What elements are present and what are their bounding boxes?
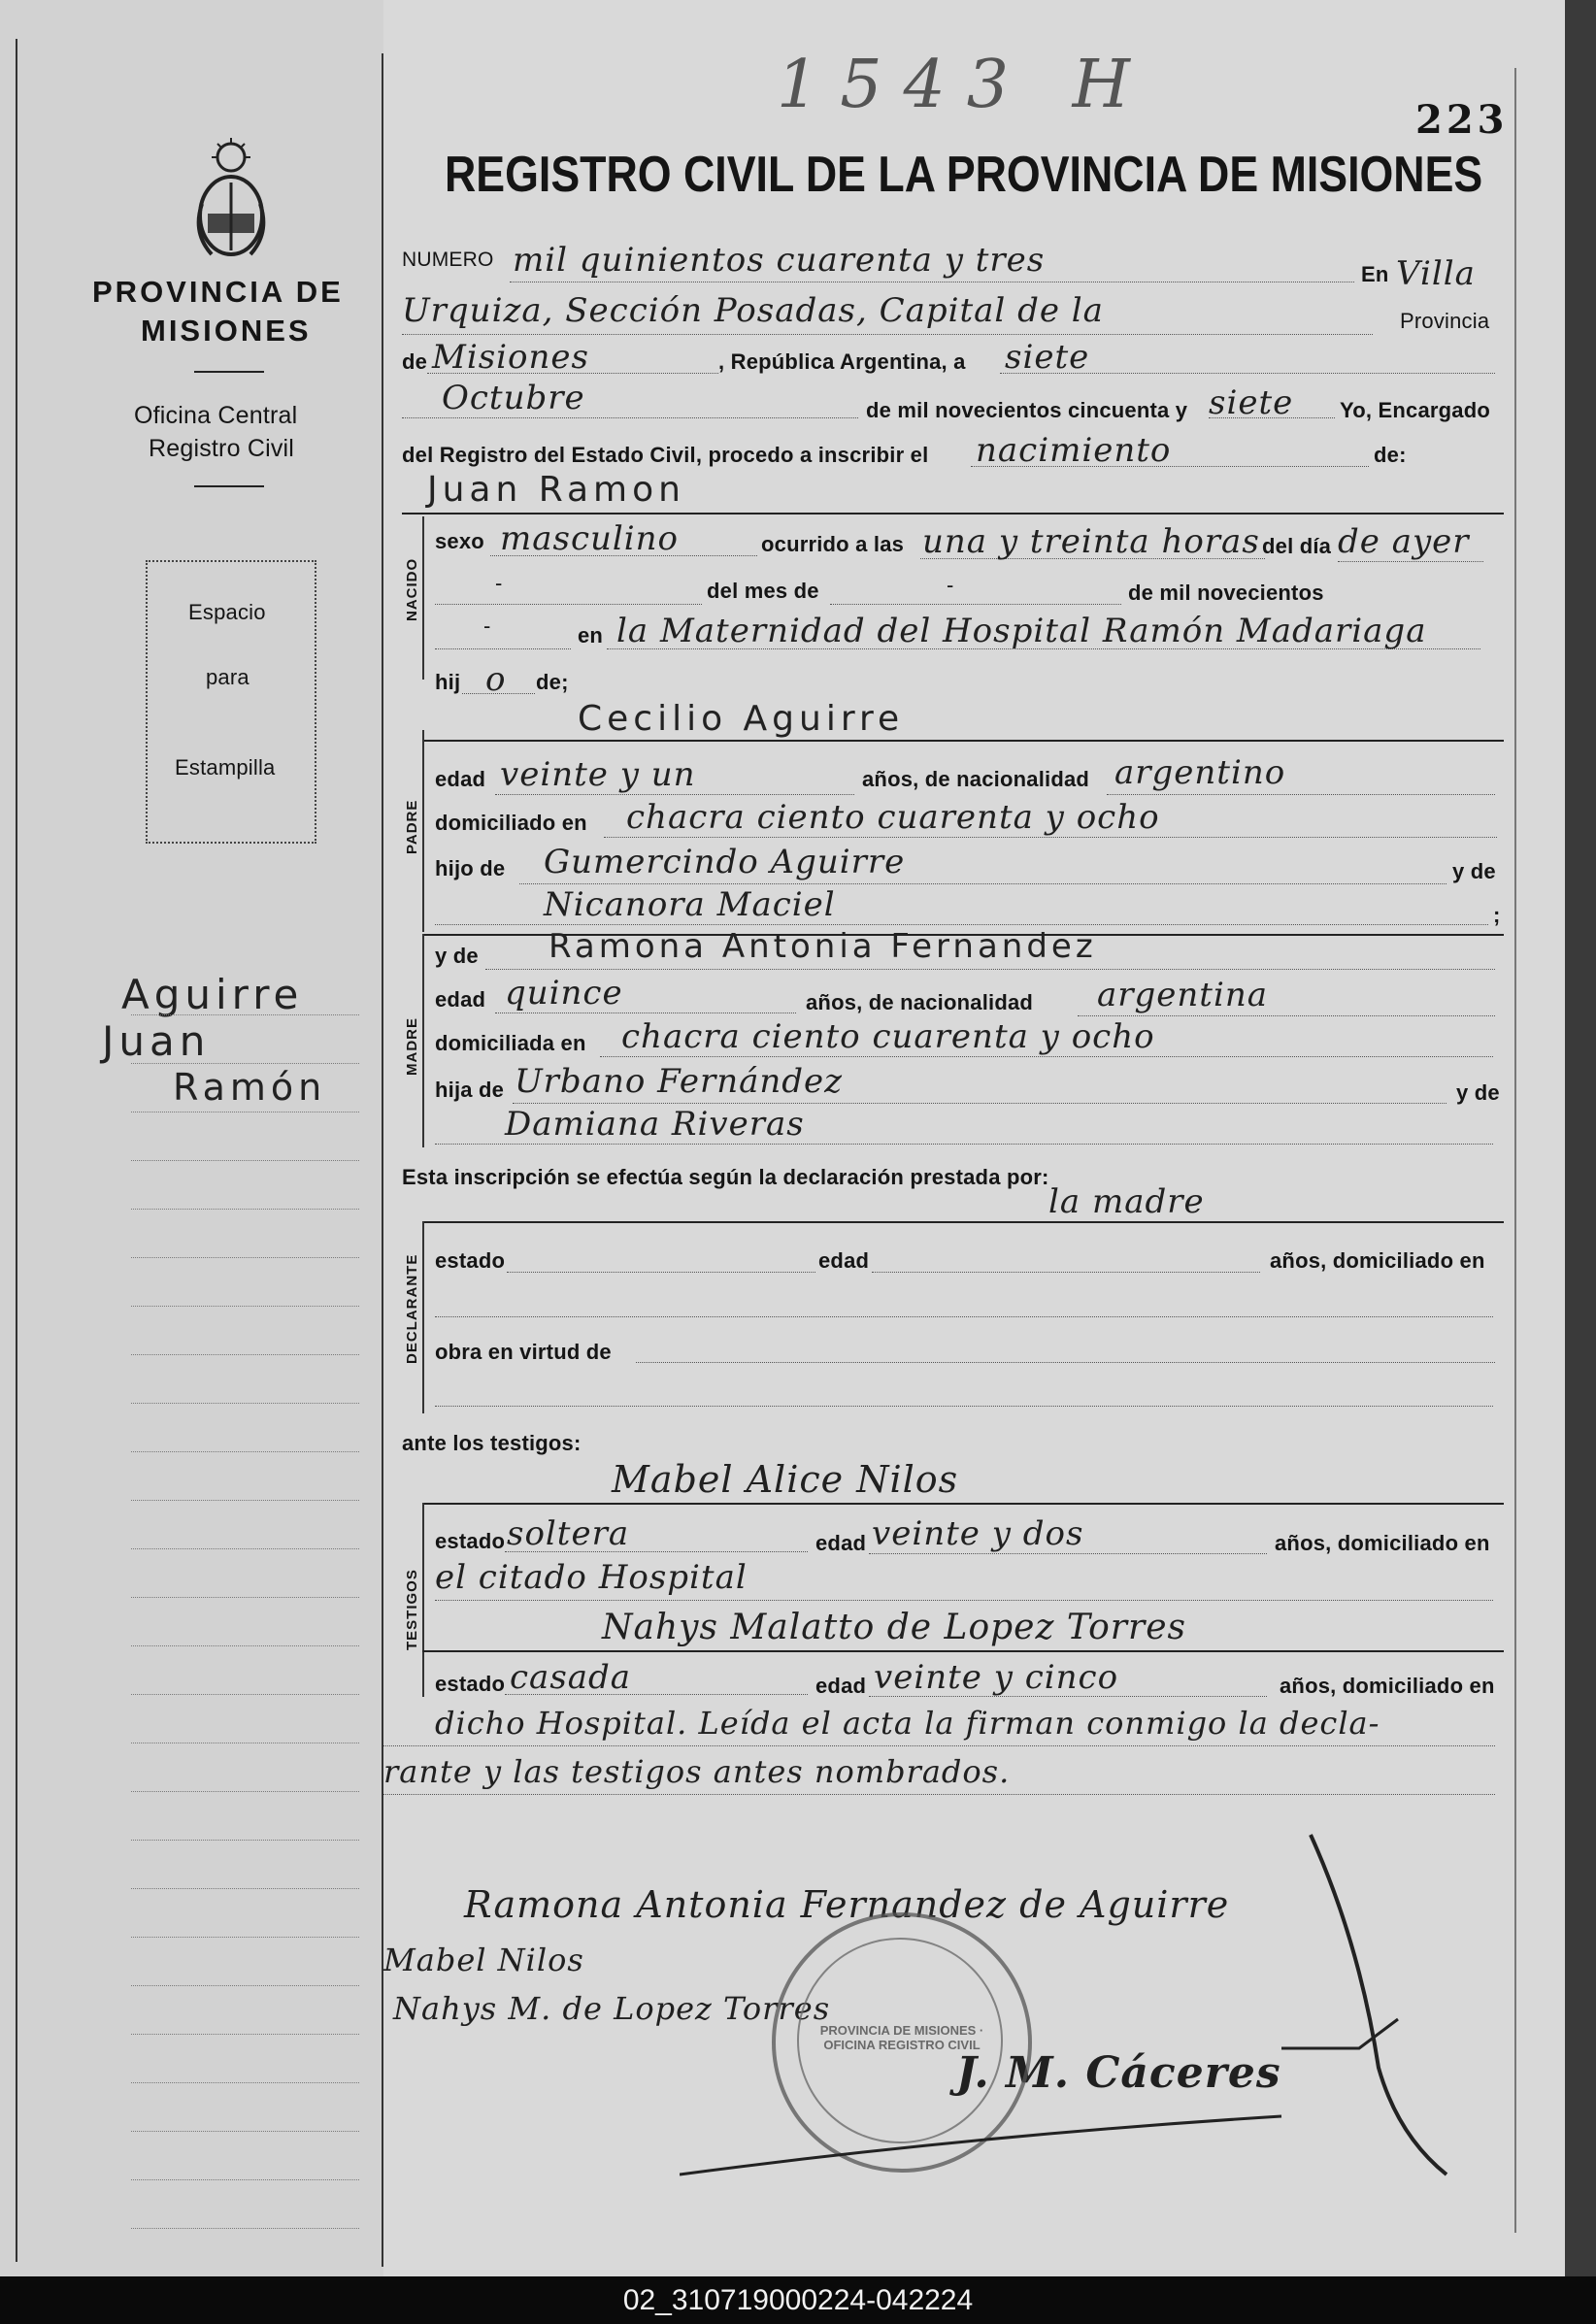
rule: [402, 513, 1504, 515]
section-bar: [422, 730, 424, 932]
footer-bar: [0, 2276, 1596, 2324]
value-t1-edad: veinte y dos: [872, 1514, 1084, 1553]
value-testigo2: Nahys Malatto de Lopez Torres: [602, 1608, 1186, 1647]
margin-name-surname: Aguirre: [121, 971, 304, 1018]
side-label-padre: PADRE: [404, 799, 420, 854]
section-bar: [422, 934, 424, 1147]
value-dia: siete: [1005, 338, 1090, 377]
label-de: de: [402, 349, 428, 374]
value-madre-padre: Urbano Fernández: [515, 1062, 844, 1101]
value-madre-dom: chacra ciento cuarenta y ocho: [621, 1017, 1155, 1056]
value-padre-nac: argentino: [1114, 753, 1286, 792]
left-border-line: [16, 39, 17, 2262]
side-label-madre: MADRE: [404, 1017, 420, 1076]
value-cierre-2: rante y las testigos antes nombrados.: [383, 1753, 1011, 1790]
signature-testigo1: Mabel Nilos: [383, 1942, 584, 1978]
divider: [194, 485, 264, 487]
dash-3: -: [483, 614, 491, 638]
value-nombre: Juan Ramon: [427, 470, 685, 510]
value-t2-estado: casada: [510, 1658, 632, 1697]
footer-id: 02_310719000224-042224: [622, 2284, 974, 2316]
label-sexo: sexo: [435, 529, 484, 553]
value-padre: Cecilio Aguirre: [578, 699, 905, 739]
label-anos-dom-t2: años, domiciliado en: [1280, 1674, 1495, 1698]
value-testigo1: Mabel Alice Nilos: [612, 1458, 959, 1501]
label-hij: hij: [435, 670, 461, 694]
label-y-de-padre: y de: [1452, 859, 1496, 883]
page-edge: [1565, 0, 1596, 2276]
label-edad-padre: edad: [435, 767, 486, 791]
label-obra: obra en virtud de: [435, 1340, 612, 1364]
label-edad-t1: edad: [815, 1531, 867, 1555]
label-anos-nac-madre: años, de nacionalidad: [806, 990, 1034, 1014]
office-line-1: Oficina Central: [134, 402, 298, 429]
value-numero: mil quinientos cuarenta y tres: [513, 241, 1046, 280]
province-heading: PROVINCIA DE: [92, 275, 344, 309]
signature-encargado: J. M. Cáceres: [956, 2048, 1281, 2098]
divider: [194, 371, 264, 373]
value-hij-letter: o: [485, 660, 507, 699]
label-anos-nac-padre: años, de nacionalidad: [862, 767, 1090, 791]
province-heading-2: MISIONES: [141, 314, 312, 348]
label-estado-t2: estado: [435, 1672, 506, 1696]
value-declarante: la madre: [1048, 1182, 1205, 1221]
label-de-semi: de;: [536, 670, 569, 694]
column-divider-line: [382, 53, 383, 2267]
label-domiciliado-padre: domiciliado en: [435, 811, 587, 835]
label-estado-declarante: estado: [435, 1248, 506, 1273]
label-anos-dom-declarante: años, domiciliado en: [1270, 1248, 1485, 1273]
value-madre-edad: quince: [505, 974, 623, 1013]
stamp-label-3: Estampilla: [175, 755, 276, 780]
side-label-declarante: DECLARANTE: [404, 1253, 420, 1364]
label-ocurrido: ocurrido a las: [761, 532, 905, 556]
label-del-mes: del mes de: [707, 579, 819, 603]
semicolon: ;: [1493, 903, 1501, 927]
seal-text: PROVINCIA DE MISIONES · OFICINA REGISTRO CIVIL: [819, 2023, 984, 2052]
dash-1: -: [495, 571, 503, 595]
label-y-de-madre-2: y de: [1456, 1080, 1500, 1105]
value-lugar-nac: la Maternidad del Hospital Ramón Madariaga: [616, 612, 1427, 650]
signature-madre: Ramona Antonia Fernandez de Aguirre: [464, 1883, 1230, 1926]
value-provincia: Misiones: [432, 338, 589, 377]
value-t1-estado: soltera: [507, 1514, 630, 1553]
folio-number: 1543 H: [777, 47, 1151, 123]
label-de-mil: de mil novecientos cincuenta y: [866, 398, 1188, 422]
label-domiciliada-madre: domiciliada en: [435, 1031, 586, 1055]
stamp-label-2: para: [206, 665, 249, 689]
coat-of-arms-emblem: [183, 136, 280, 262]
label-edad-t2: edad: [815, 1674, 867, 1698]
value-madre-nac: argentina: [1097, 976, 1269, 1014]
label-en: En: [1361, 262, 1389, 286]
label-en-lower: en: [578, 623, 604, 647]
value-t2-edad: veinte y cinco: [874, 1658, 1119, 1697]
label-edad-madre: edad: [435, 987, 486, 1012]
side-label-nacido: NACIDO: [404, 557, 420, 621]
page-title: REGISTRO CIVIL DE LA PROVINCIA DE MISIONES: [445, 147, 1483, 203]
value-padre-padre: Gumercindo Aguirre: [544, 843, 906, 881]
value-lugar: Urquiza, Sección Posadas, Capital de la: [402, 291, 1104, 330]
value-madre: Ramona Antonia Fernandez: [549, 927, 1097, 966]
dash-2: -: [947, 573, 954, 597]
section-bar: [422, 516, 424, 680]
value-dia-nac: de ayer: [1338, 522, 1470, 561]
margin-name-first: Juan: [102, 1017, 211, 1065]
rule: [422, 740, 1504, 742]
page-number: 223: [1415, 97, 1509, 143]
label-estado-t1: estado: [435, 1529, 506, 1553]
label-hija-de: hija de: [435, 1078, 505, 1102]
section-bar: [422, 1221, 424, 1413]
label-anos-dom-t1: años, domiciliado en: [1275, 1531, 1490, 1555]
label-yo: Yo, Encargado: [1340, 398, 1490, 422]
office-line-2: Registro Civil: [149, 435, 295, 462]
value-anio: siete: [1209, 383, 1294, 422]
label-del-dia: del día: [1262, 534, 1332, 558]
value-padre-madre: Nicanora Maciel: [544, 885, 836, 924]
rule: [422, 1503, 1504, 1505]
value-en: Villa: [1396, 254, 1476, 293]
signature-testigo2: Nahys M. de Lopez Torres: [393, 1990, 831, 2027]
label-edad-declarante: edad: [818, 1248, 870, 1273]
label-de-mil-nov: de mil novecientos: [1128, 581, 1324, 605]
label-registro: del Registro del Estado Civil, procedo a inscribir el: [402, 443, 929, 467]
label-republica: , República Argentina, a: [718, 349, 966, 374]
rule: [422, 1650, 1504, 1652]
value-t1-dom: el citado Hospital: [435, 1558, 748, 1597]
value-padre-dom: chacra ciento cuarenta y ocho: [626, 798, 1160, 837]
value-sexo: masculino: [500, 519, 680, 558]
value-padre-edad: veinte y un: [500, 755, 696, 794]
value-mes: Octubre: [442, 379, 585, 417]
value-acto: nacimiento: [976, 431, 1172, 470]
value-madre-madre: Damiana Riveras: [505, 1105, 805, 1144]
margin-name-second: Ramón: [173, 1066, 327, 1109]
value-hora: una y treinta horas: [922, 522, 1260, 561]
rule: [422, 1221, 1504, 1223]
signature-flourish: [680, 1825, 1534, 2194]
label-de-colon: de:: [1374, 443, 1407, 467]
side-label-testigos: TESTIGOS: [404, 1569, 420, 1650]
label-hijo-de: hijo de: [435, 856, 506, 880]
value-cierre-1: dicho Hospital. Leída el acta la firman conmigo la decla-: [435, 1705, 1380, 1742]
section-bar: [422, 1503, 424, 1697]
label-y-de-madre: y de: [435, 944, 479, 968]
label-inscripcion: Esta inscripción se efectúa según la declaración prestada por:: [402, 1165, 1049, 1189]
label-numero: NUMERO: [402, 249, 494, 271]
stamp-label-1: Espacio: [188, 600, 266, 624]
label-ante: ante los testigos:: [402, 1431, 582, 1455]
label-provincia: Provincia: [1400, 309, 1490, 333]
